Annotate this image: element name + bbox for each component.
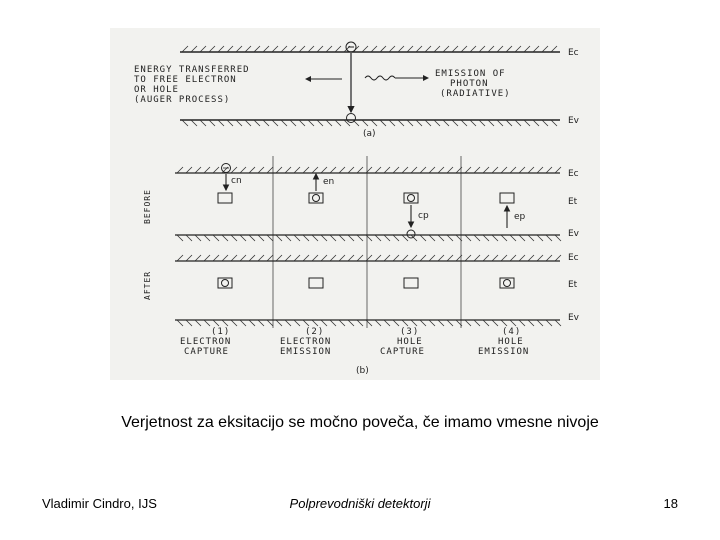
band-diagram-figure — [110, 28, 600, 380]
empty-trap-4-before — [500, 193, 514, 203]
cp-label: cp — [418, 211, 429, 221]
before-label: BEFORE — [143, 189, 152, 224]
en-label: en — [323, 177, 335, 187]
process-3-number: (3) — [400, 327, 420, 337]
process-3-line2: CAPTURE — [380, 347, 425, 357]
slide-caption: Verjetnost za eksitacijo se močno poveča, če imamo vmesne nivoje — [121, 414, 599, 431]
level-label-ec-after: Ec — [568, 253, 579, 263]
band-diagram-svg — [110, 28, 600, 380]
ep-label: ep — [514, 212, 526, 222]
process-1-line1: ELECTRON — [180, 337, 232, 347]
empty-trap-2-after — [309, 278, 323, 288]
footer-author: Vladimir Cindro, IJS — [42, 496, 157, 511]
level-label-ev-after: Ev — [568, 313, 580, 323]
process-2-number: (2) — [305, 327, 325, 337]
level-label-ev-before: Ev — [568, 229, 580, 239]
radiative-text-line-3: (RADIATIVE) — [440, 89, 511, 99]
process-2-line2: EMISSION — [280, 347, 332, 357]
part-b — [143, 156, 580, 376]
empty-trap-3-after — [404, 278, 418, 288]
process-2-line1: ELECTRON — [280, 337, 332, 347]
part-b-sublabel: (b) — [356, 366, 369, 376]
part-a-valence-band — [180, 120, 560, 126]
process-3-line1: HOLE — [397, 337, 423, 347]
auger-text-line-4: (AUGER PROCESS) — [134, 95, 231, 105]
cn-label: cn — [231, 176, 242, 186]
photon-wave-icon — [365, 76, 395, 80]
part-a-ec-label: Ec — [568, 48, 579, 58]
footer-title: Polprevodniški detektorji — [289, 496, 431, 511]
auger-text-line-1: ENERGY TRANSFERRED — [134, 65, 250, 75]
radiative-text-line-2: PHOTON — [450, 79, 489, 89]
after-label: AFTER — [143, 270, 152, 300]
auger-text-line-3: OR HOLE — [134, 85, 179, 95]
radiative-text-line-1: EMISSION OF — [435, 69, 506, 79]
part-a — [134, 42, 580, 139]
level-label-et-before: Et — [568, 197, 578, 207]
part-a-sublabel: (a) — [363, 129, 376, 139]
part-a-conduction-band — [180, 46, 560, 52]
hole-symbol — [347, 114, 356, 123]
process-4-line1: HOLE — [498, 337, 524, 347]
process-4-number: (4) — [502, 327, 522, 337]
page-number: 18 — [663, 496, 678, 511]
level-label-ec-before: Ec — [568, 169, 579, 179]
process-1-number: (1) — [211, 327, 231, 337]
level-label-et-after: Et — [568, 280, 578, 290]
process-4-line2: EMISSION — [478, 347, 530, 357]
empty-trap-1-before — [218, 193, 232, 203]
process-1-line2: CAPTURE — [184, 347, 229, 357]
auger-text-line-2: TO FREE ELECTRON — [134, 75, 237, 85]
part-a-ev-label: Ev — [568, 116, 580, 126]
